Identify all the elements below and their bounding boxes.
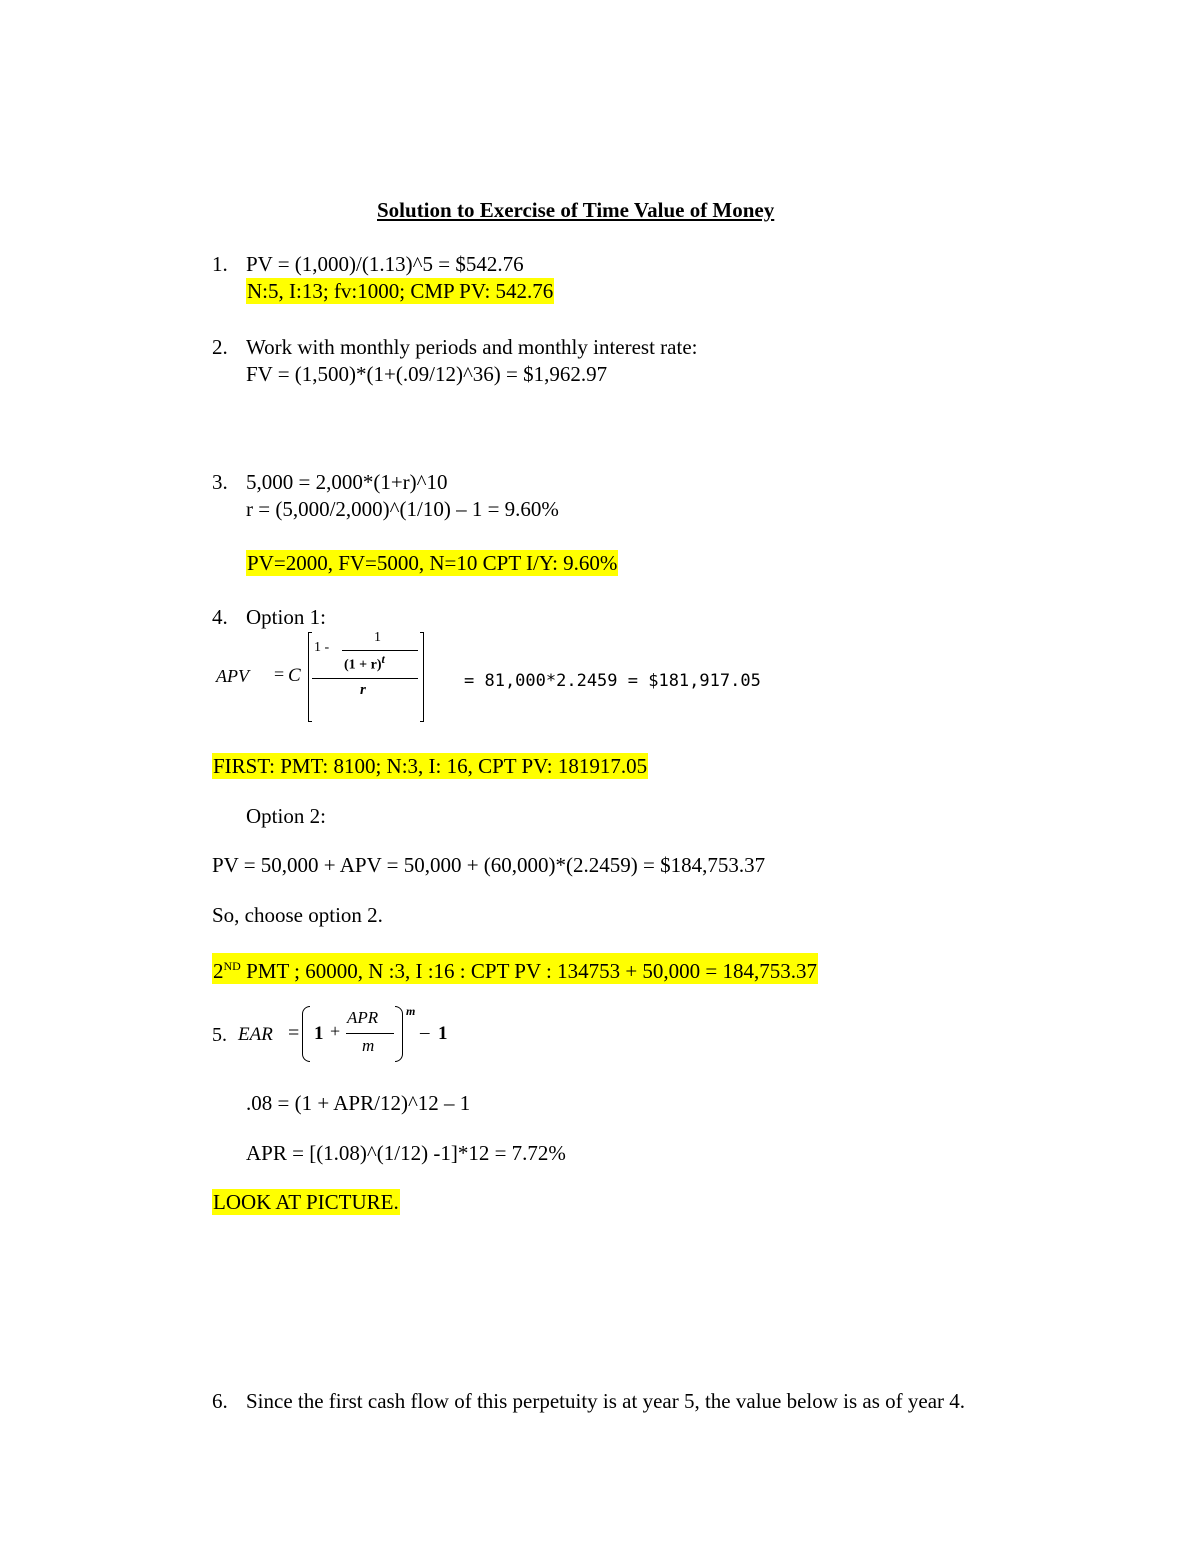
apv-main-fraction-bar xyxy=(312,678,418,679)
ear-numerator: APR xyxy=(347,1008,379,1027)
q4-option2-label: Option 2: xyxy=(246,804,326,828)
apv-inner-fraction-bar xyxy=(342,650,418,651)
q6-text: Since the first cash flow of this perpetuity is at year 5, the value below is as of year 4. xyxy=(246,1389,966,1413)
q4-second-calculator-steps: 2ND PMT ; 60000, N :3, I :16 : CPT PV : 134753 + 50,000 = 184,753.37 xyxy=(212,953,818,984)
ear-lhs: EAR xyxy=(238,1024,273,1045)
q1-equation: PV = (1,000)/(1.13)^5 = $542.76 xyxy=(246,252,524,276)
ear-fraction-bar xyxy=(346,1033,394,1034)
apv-left-bracket xyxy=(308,632,312,722)
apv-equals: = xyxy=(274,664,285,684)
q6-number: 6. xyxy=(212,1389,228,1413)
q5-solution: APR = [(1.08)^(1/12) -1]*12 = 7.72% xyxy=(246,1141,566,1165)
ear-exponent: m xyxy=(406,1004,416,1018)
q4-conclusion: So, choose option 2. xyxy=(212,903,383,927)
q2-equation: FV = (1,500)*(1+(.09/12)^36) = $1,962.97 xyxy=(246,362,608,386)
ear-minus: – xyxy=(420,1022,430,1043)
ear-equals: = xyxy=(288,1022,300,1044)
apv-one-minus: 1 - xyxy=(314,640,330,655)
apv-right-bracket xyxy=(420,632,424,722)
q4-number: 4. xyxy=(212,605,228,629)
q3-calculator-steps: PV=2000, FV=5000, N=10 CPT I/Y: 9.60% xyxy=(247,551,618,575)
ear-left-paren xyxy=(302,1006,310,1062)
q1-calculator-steps: N:5, I:13; fv:1000; CMP PV: 542.76 xyxy=(247,279,554,303)
apv-c: C xyxy=(288,665,301,686)
apv-lhs: APV xyxy=(216,666,249,686)
apv-inner-numerator: 1 xyxy=(374,630,381,645)
q4-option2-pv: PV = 50,000 + APV = 50,000 + (60,000)*(2.2459) = $184,753.37 xyxy=(212,853,766,877)
ear-formula xyxy=(236,1004,456,1068)
q5-equation: .08 = (1 + APR/12)^12 – 1 xyxy=(246,1091,471,1115)
q3-number: 3. xyxy=(212,470,228,494)
q4-option1-label: Option 1: xyxy=(246,605,326,629)
q4-option1-result: = 81,000*2.2459 = $181,917.05 xyxy=(464,671,761,691)
q3-solution: r = (5,000/2,000)^(1/10) – 1 = 9.60% xyxy=(246,497,559,521)
q3-equation: 5,000 = 2,000*(1+r)^10 xyxy=(246,470,448,494)
q5-number: 5. xyxy=(212,1024,227,1046)
ear-right-paren xyxy=(395,1006,403,1062)
apv-inner-denominator: $(1 + r)^t$ xyxy=(344,652,385,673)
q1-number: 1. xyxy=(212,252,228,276)
ear-tail: 1 xyxy=(438,1023,448,1044)
ear-plus: + xyxy=(330,1021,341,1041)
ear-denominator: m xyxy=(362,1036,375,1055)
q2-instruction: Work with monthly periods and monthly interest rate: xyxy=(246,335,698,359)
q4-first-calculator-steps: FIRST: PMT: 8100; N:3, I: 16, CPT PV: 181917.05 xyxy=(213,754,648,778)
page-title: Solution to Exercise of Time Value of Money xyxy=(377,198,775,222)
apv-formula xyxy=(214,630,444,722)
q2-number: 2. xyxy=(212,335,228,359)
ear-one: 1 xyxy=(314,1023,324,1044)
apv-main-denominator: r xyxy=(360,682,366,698)
q5-look-note: LOOK AT PICTURE. xyxy=(213,1190,399,1214)
